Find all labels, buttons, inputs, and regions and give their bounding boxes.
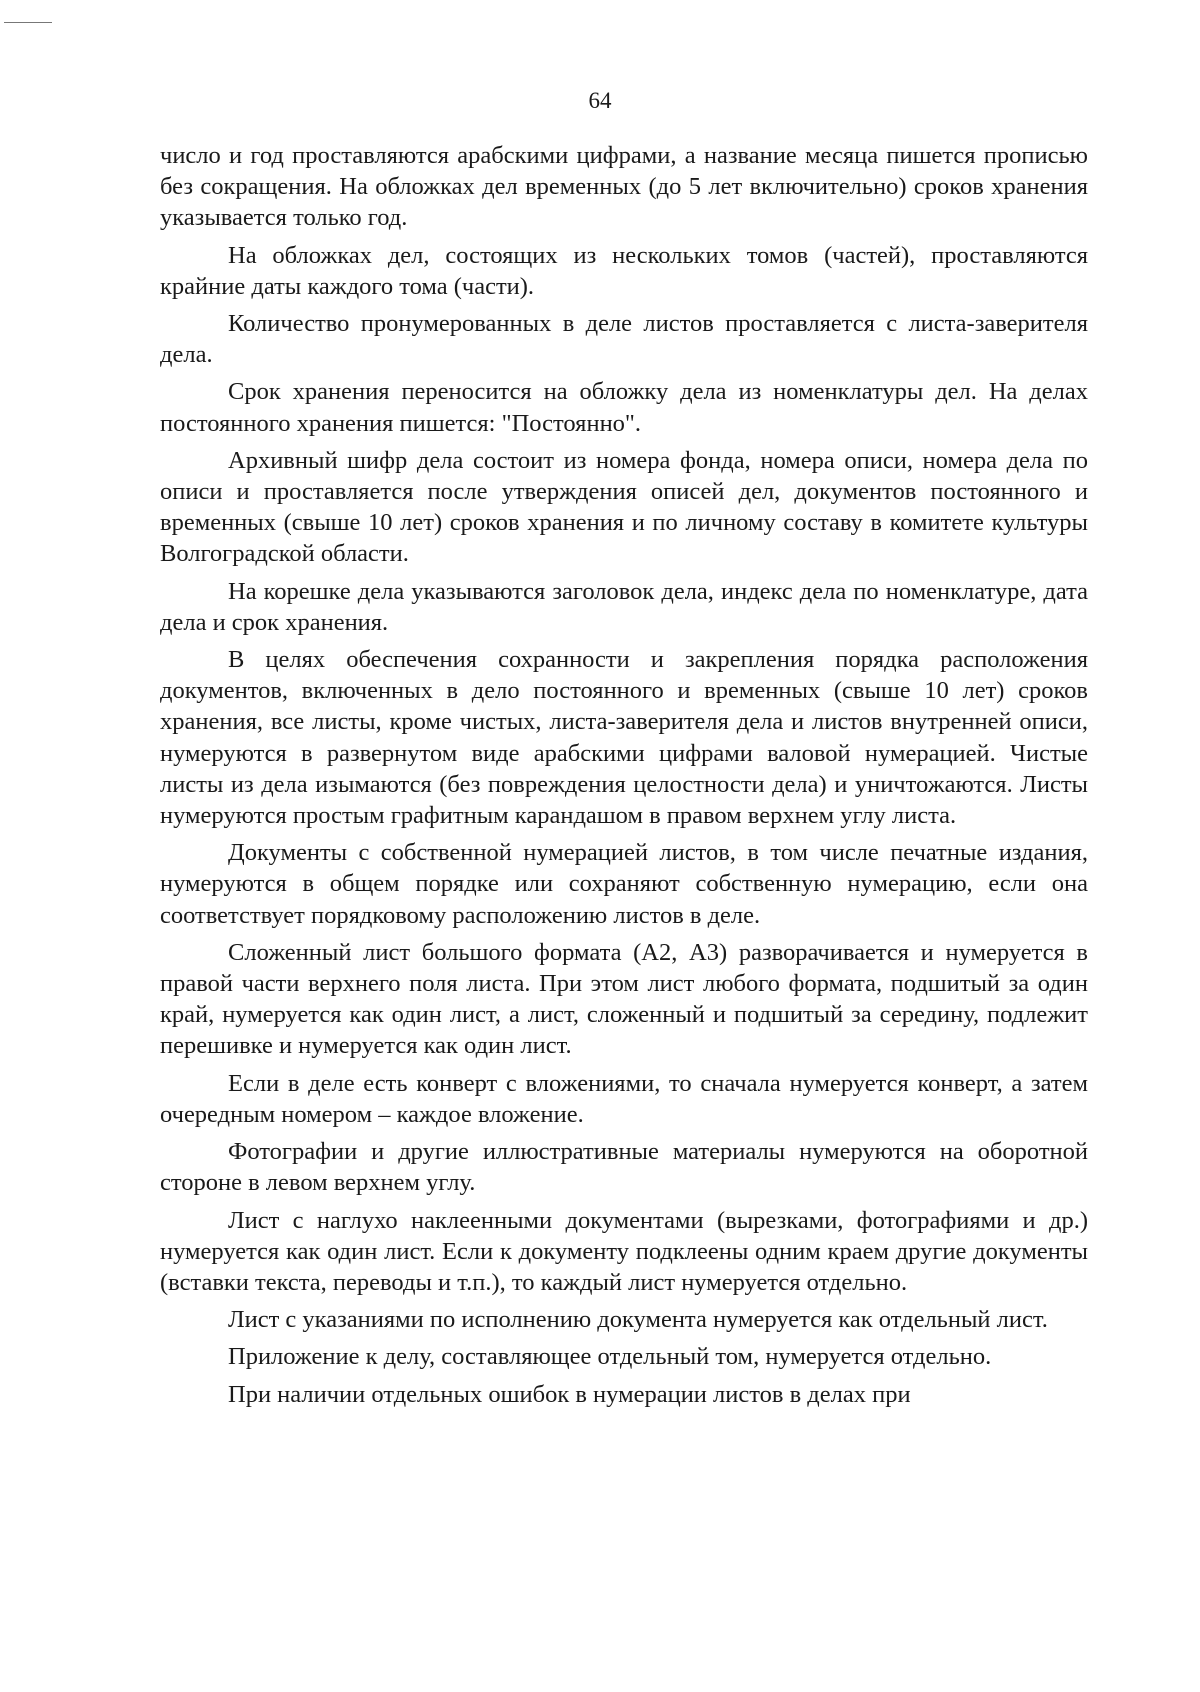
paragraph: Если в деле есть конверт с вложениями, то сначала нумеруется конверт, а затем очередным номером – каждое вложение. — [160, 1069, 1088, 1128]
document-body — [160, 140, 1088, 1410]
paragraph-truncated: При наличии отдельных ошибок в нумерации листов в делах при — [228, 1380, 911, 1408]
paragraph-continuation: число и год проставляются арабскими цифрами, а название месяца пишется прописью без сокращения. На обложках дел временных (до 5 лет включительно) сроков хранения указывается только год. — [160, 142, 1088, 232]
scan-corner-mark — [4, 22, 52, 23]
paragraph: Количество пронумерованных в деле листов проставляется с листа-заверителя дела. — [160, 310, 1088, 369]
paragraph: Архивный шифр дела состоит из номера фонда, номера описи, номера дела по описи и проставляется после утверждения описей дел, документов постоянного и временных (свыше 10 лет) сроков хранения и по личному составу в комитете культуры Волгоградской области. — [160, 446, 1088, 568]
paragraph: На корешке дела указываются заголовок дела, индекс дела по номенклатуре, дата дела и срок хранения. — [160, 577, 1088, 636]
paragraph: Фотографии и другие иллюстративные материалы нумеруются на оборотной стороне в левом верхнем углу. — [160, 1138, 1088, 1197]
page-number: 64 — [588, 88, 612, 113]
paragraph: Сложенный лист большого формата (А2, А3) разворачивается и нумеруется в правой части верхнего поля листа. При этом лист любого формата, подшитый за один край, нумеруется как один лист, а лист, сложенный и подшитый за середину, подлежит перешивке и нумеруется как один лист. — [160, 938, 1088, 1060]
paragraph: Срок хранения переносится на обложку дела из номенклатуры дел. На делах постоянного хранения пишется: "Постоянно". — [160, 378, 1088, 437]
paragraph: Лист с указаниями по исполнению документа нумеруется как отдельный лист. — [228, 1306, 1048, 1334]
paragraph: Приложение к делу, составляющее отдельный том, нумеруется отдельно. — [228, 1343, 992, 1371]
paragraph: Лист с наглухо наклеенными документами (вырезками, фотографиями и др.) нумеруется как один лист. Если к документу подклеены одним краем другие документы (вставки текста, переводы и т.п.), то каждый лист нумеруется отдельно. — [160, 1206, 1088, 1296]
paragraph: В целях обеспечения сохранности и закрепления порядка расположения документов, включенных в дело постоянного и временных (свыше 10 лет) сроков хранения, все листы, кроме чистых, листа-заверителя дела и листов внутренней описи, нумеруются в развернутом виде арабскими цифрами валовой нумерацией. Чистые листы из дела изымаются (без повреждения целостности дела) и уничтожаются. Листы нумеруются простым графитным карандашом в правом верхнем углу листа. — [160, 646, 1088, 830]
paragraph: Документы с собственной нумерацией листов, в том числе печатные издания, нумеруются в общем порядке или сохраняют собственную нумерацию, если она соответствует порядковому расположению листов в деле. — [160, 839, 1088, 929]
paragraph: На обложках дел, состоящих из нескольких томов (частей), проставляются крайние даты каждого тома (части). — [160, 241, 1088, 300]
